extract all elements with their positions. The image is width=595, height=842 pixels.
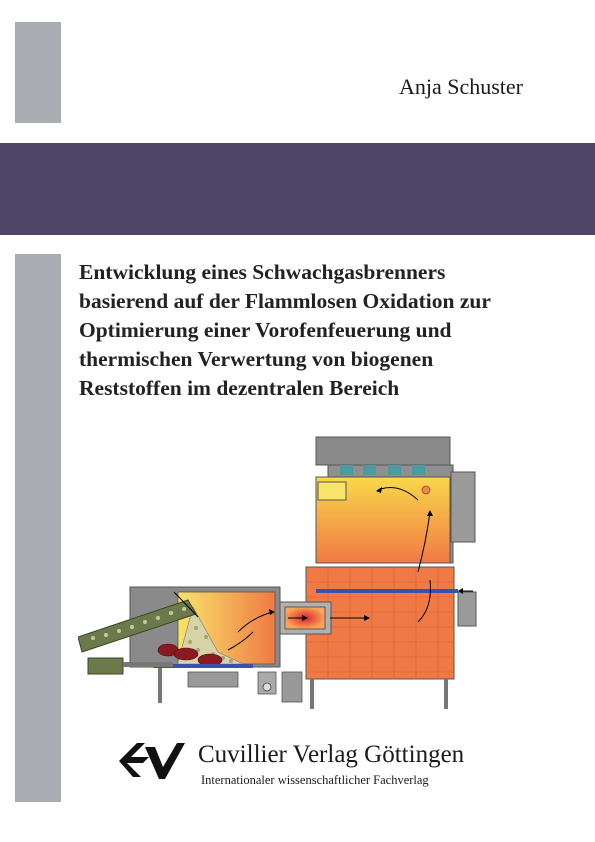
publisher-subtitle: Internationaler wissenschaftlicher Fachverlag	[201, 773, 429, 787]
title-line: Optimierung einer Vorofenfeuerung und	[79, 318, 452, 342]
title-line: Reststoffen im dezentralen Bereich	[79, 376, 400, 400]
publisher-block	[115, 735, 475, 795]
top-side-bar	[15, 22, 61, 123]
title-band	[0, 143, 595, 235]
title-line: Entwicklung eines Schwachgasbrenners	[79, 260, 446, 284]
author-name: Anja Schuster	[398, 74, 523, 99]
furnace-cross-section-icon	[78, 432, 490, 712]
title-line: basierend auf der Flammlosen Oxidation zur	[79, 289, 491, 313]
main-side-bar	[15, 254, 61, 802]
title-line: thermischen Verwertung von biogenen	[79, 347, 434, 371]
cuvillier-logo-icon	[115, 737, 187, 785]
book-title	[79, 258, 549, 403]
publisher-name: Cuvillier Verlag Göttingen	[198, 741, 465, 768]
